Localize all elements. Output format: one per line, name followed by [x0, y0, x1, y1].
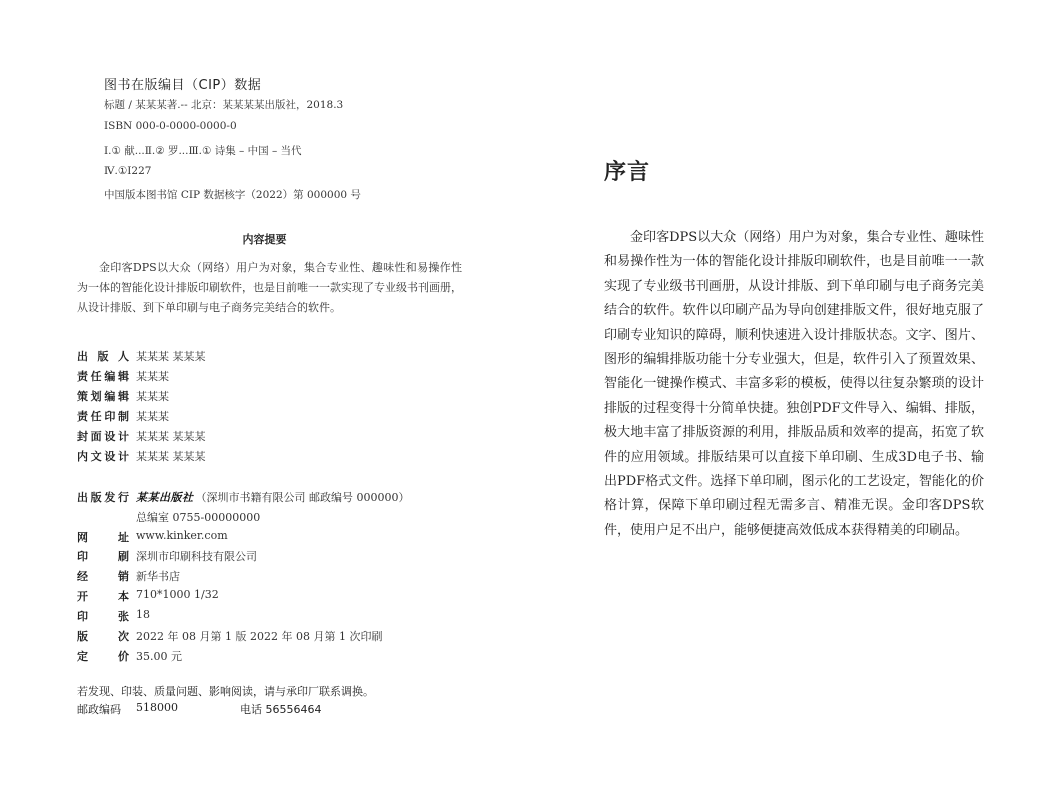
staff-value: 某某某 [136, 390, 169, 403]
staff-value: 某某某 某某某 [136, 430, 206, 443]
detail-label: 经销 [77, 570, 129, 583]
detail-value: 新华书店 [136, 570, 180, 583]
detail-label: 印刷 [77, 550, 129, 563]
staff-value: 某某某 [136, 370, 169, 383]
detail-label: 开本 [77, 590, 129, 603]
cip-line-isbn: ISBN 000-0-0000-0000-0 [104, 120, 237, 132]
staff-value: 某某某 某某某 [136, 450, 206, 463]
publisher-detail: （深圳市书籍有限公司 邮政编号 000000） [195, 491, 410, 504]
staff-value: 某某某 [136, 410, 169, 423]
summary-heading: 内容提要 [242, 233, 287, 246]
cip-title: 图书在版编目（CIP）数据 [104, 78, 262, 93]
preface-title: 序言 [604, 160, 651, 185]
detail-value: 710*1000 1/32 [136, 588, 219, 601]
detail-label: 网址 [77, 531, 129, 544]
staff-label: 封面设计 [77, 430, 129, 443]
detail-value: 18 [136, 608, 150, 621]
staff-value: 某某某 某某某 [136, 350, 206, 363]
website-link[interactable]: www.kinker.com [136, 529, 228, 542]
publisher-value [136, 489, 409, 505]
preface-page [529, 0, 1058, 793]
postal-label: 邮政编码 [77, 703, 121, 716]
cip-line-classification: Ⅰ.① 献...Ⅱ.② 罗...Ⅲ.① 诗集 – 中国 – 当代 [104, 145, 302, 157]
preface-body: 金印客DPS以大众（网络）用户为对象，集合专业性、趣味性和易操作性为一体的智能化设计排版印刷软件，也是目前唯一一款实现了专业级书刊画册，从设计排版、到下单印刷与电子商务完美结合的软件。软件以印刷产品为导向创建排版文件，很好地克服了印刷专业知识的障碍，顺利快速进入设计排版状态。文字、图片、图形的编辑排版功能十分专业强大，但是，软件引入了预置效果、智能化一键操作模式、丰富多彩的模板，使得以往复杂繁琐的设计排版的过程变得十分简单快捷。独创PDF文件导入、编辑、排版，极大地丰富了排版资源的利用，排版品质和效率的提高，拓宽了软件的应用领域。排版结果可以直接下单印刷、生成3D电子书、输出PDF格式文件。选择下单印刷，图示化的工艺设定，智能化的价格计算，保障下单印刷过程无需多言、精准无误。金印客DPS软件，使用户足不出户，能够便捷高效低成本获得精美的印刷品。 [604, 230, 984, 538]
staff-label: 责任印制 [77, 410, 129, 423]
contact-phone: 电话 56556464 [240, 703, 322, 716]
office-phone: 总编室 0755-00000000 [136, 511, 261, 524]
staff-label: 内文设计 [77, 450, 129, 463]
quality-notice: 若发现、印装、质量问题、影响阅读，请与承印厂联系调换。 [77, 685, 374, 698]
summary-body: 金印客DPS以大众（网络）用户为对象，集合专业性、趣味性和易操作性为一体的智能化设计排版印刷软件，也是目前唯一一款实现了专业级书刊画册，从设计排版、到下单印刷与电子商务完美结合的软件。 [77, 261, 462, 314]
staff-label: 策划编辑 [77, 390, 129, 403]
detail-label: 印张 [77, 610, 129, 623]
detail-value: 2022 年 08 月第 1 版 2022 年 08 月第 1 次印刷 [136, 630, 383, 643]
publisher-label: 出版发行 [77, 491, 129, 504]
detail-value: 35.00 元 [136, 650, 182, 663]
detail-value: 深圳市印刷科技有限公司 [136, 550, 257, 563]
postal-code: 518000 [136, 701, 178, 714]
detail-label: 版次 [77, 630, 129, 643]
publisher-logo: 某某出版社 [136, 491, 194, 504]
cip-line-number: 中国版本图书馆 CIP 数据核字（2022）第 000000 号 [104, 189, 361, 201]
cip-line-category: Ⅳ.①I227 [104, 165, 152, 177]
cip-line-title: 标题 / 某某某著.-- 北京：某某某某出版社，2018.3 [104, 99, 344, 111]
staff-label: 出版人 [77, 350, 129, 363]
detail-label: 定价 [77, 650, 129, 663]
staff-label: 责任编辑 [77, 370, 129, 383]
